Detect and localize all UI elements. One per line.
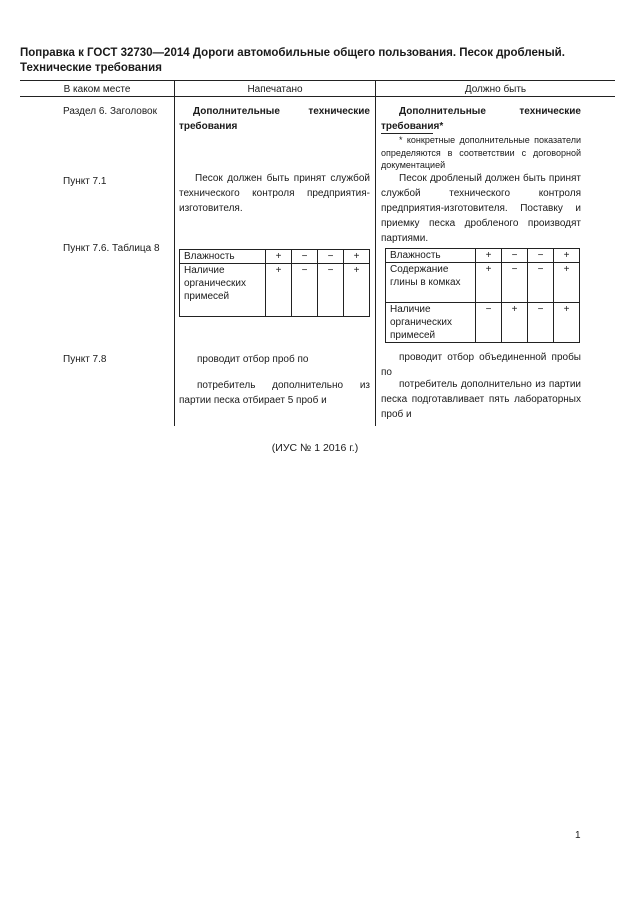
row2-should: Песок дробленый должен быть принят службой технического контроля предприятия-изготовителя. Поставку и приемку песка дробленого производят партиями. (381, 173, 581, 244)
should-cell: − (528, 249, 554, 263)
should-cell: − (502, 249, 528, 263)
row1-printed: Дополнительные технические требования (179, 106, 370, 132)
printed-cell: + (344, 250, 370, 264)
printed-cell: − (292, 264, 318, 317)
row2-printed: Песок должен быть принят службой технического контроля предприятия-изготовителя. (179, 173, 370, 214)
printed-row-label: Наличие органических примесей (180, 264, 266, 317)
should-cell: + (476, 249, 502, 263)
row4-printed-a: проводит отбор проб по (197, 354, 309, 365)
printed-row-label: Влажность (180, 250, 266, 264)
should-cell: + (554, 263, 580, 303)
printed-cell: + (266, 250, 292, 264)
row4-should-b: потребитель дополнительно из партии песка подготавливает пять лабораторных проб и (381, 379, 581, 420)
should-table-row (386, 263, 580, 303)
should-table-row (386, 303, 580, 343)
should-mini-table (385, 248, 580, 343)
should-cell: − (502, 263, 528, 303)
should-row-label: Влажность (386, 249, 476, 263)
row4-place: Пункт 7.8 (63, 354, 107, 365)
issue-reference: (ИУС № 1 2016 г.) (271, 442, 359, 454)
row4-printed-b: потребитель дополнительно из партии песка отбирает 5 проб и (179, 380, 370, 406)
table-top-rule (20, 80, 615, 81)
should-table-row (386, 249, 580, 263)
table-header-rule (20, 96, 615, 97)
should-cell: + (554, 249, 580, 263)
printed-cell: − (292, 250, 318, 264)
printed-table-row (180, 250, 370, 264)
row1-place: Раздел 6. Заголовок (63, 106, 157, 117)
page-number: 1 (575, 830, 581, 841)
should-cell: + (502, 303, 528, 343)
printed-cell: − (318, 250, 344, 264)
printed-cell: + (344, 264, 370, 317)
should-row-label: Наличие органических примесей (386, 303, 476, 343)
row1-footnote: * конкретные дополнительные показатели определяются в соответствии с договорной документацией (381, 135, 581, 170)
printed-cell: + (266, 264, 292, 317)
printed-cell: − (318, 264, 344, 317)
header-printed: Напечатано (247, 84, 303, 95)
column-divider-1 (174, 80, 175, 426)
row3-place: Пункт 7.6. Таблица 8 (63, 243, 160, 254)
header-place: В каком месте (63, 84, 131, 95)
column-divider-2 (375, 80, 376, 426)
header-should: Должно быть (464, 84, 527, 95)
row2-place: Пункт 7.1 (63, 176, 107, 187)
should-cell: − (476, 303, 502, 343)
row1-should: Дополнительные технические требования* (381, 106, 581, 132)
should-cell: − (528, 263, 554, 303)
should-cell: + (476, 263, 502, 303)
document-title: Поправка к ГОСТ 32730—2014 Дороги автомобильные общего пользования. Песок дробленый. Технические требования (20, 47, 565, 74)
should-cell: + (554, 303, 580, 343)
row4-should-a: проводит отбор объединенной пробы по (381, 352, 581, 378)
should-cell: − (528, 303, 554, 343)
should-row-label: Содержание глины в комках (386, 263, 476, 303)
printed-table-row (180, 264, 370, 317)
printed-mini-table (179, 249, 370, 317)
